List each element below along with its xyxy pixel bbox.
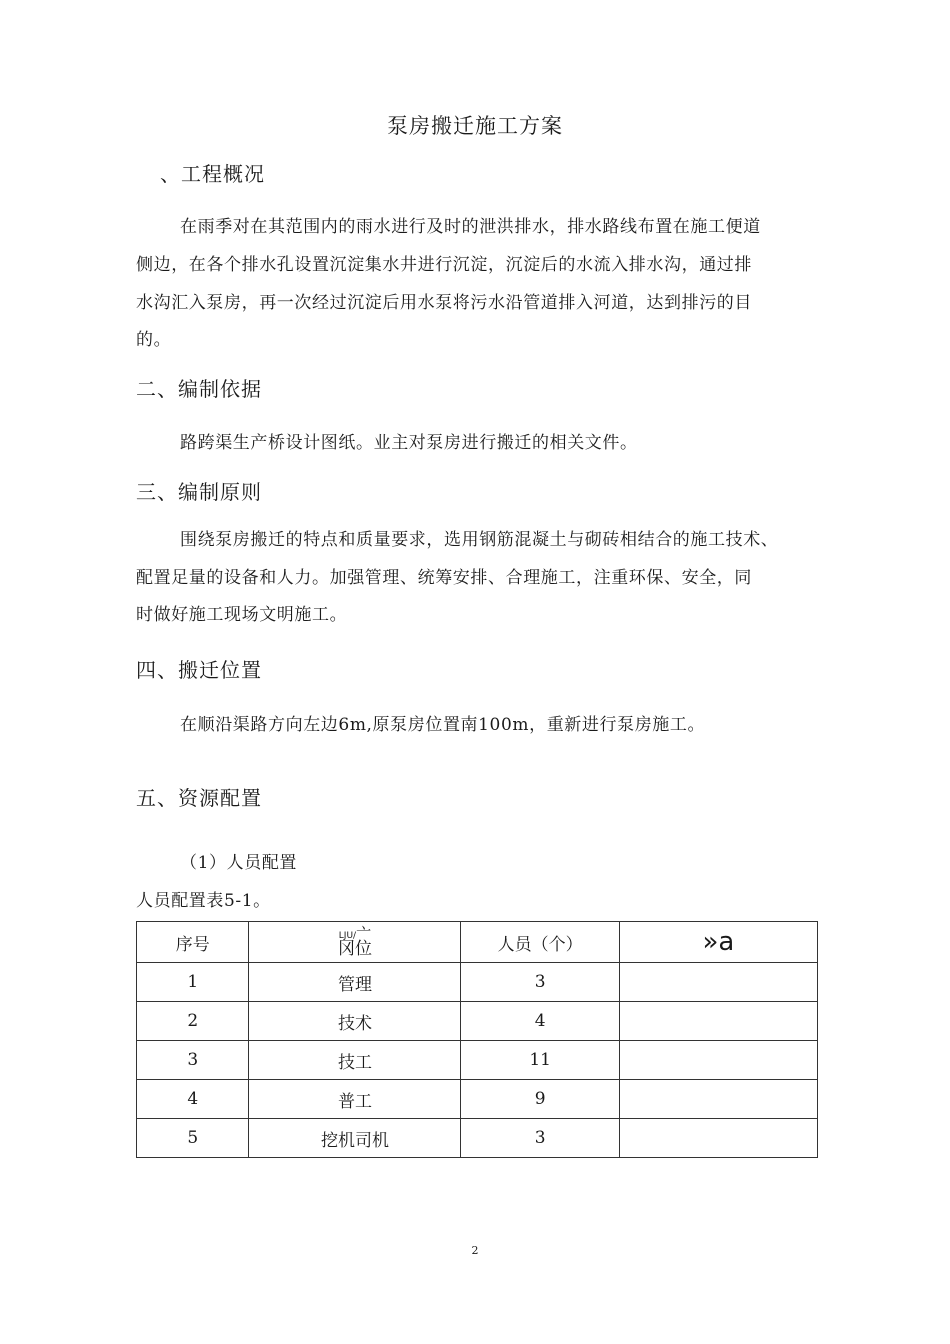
cell-count: 4 [461,1002,619,1041]
paragraph-line: 配置足量的设备和人力。加强管理、统筹安排、合理施工，注重环保、安全，同 [136,568,752,588]
header-position [249,922,461,963]
section-heading-principles: 三、编制原则 [136,480,262,504]
cell-index: 1 [137,963,249,1002]
cell-position: 普工 [249,1080,461,1119]
page-number: 2 [471,1244,479,1257]
section-heading-basis: 二、编制依据 [136,377,262,401]
paragraph-line: 在顺沿渠路方向左边6m,原泵房位置南100m，重新进行泵房施工。 [180,715,706,735]
header-count: 人员（个） [461,922,619,963]
paragraph-line: 在雨季对在其范围内的雨水进行及时的泄洪排水，排水路线布置在施工便道 [180,217,761,237]
section-heading-resources: 五、资源配置 [136,786,262,810]
paragraph-line: 水沟汇入泵房，再一次经过沉淀后用水泵将污水沿管道排入河道，达到排污的目 [136,293,752,313]
table-row [137,1119,818,1158]
paragraph-line: 围绕泵房搬迁的特点和质量要求，选用钢筋混凝土与砌砖相结合的施工技术、 [180,530,779,550]
table-header-row [137,922,818,963]
cell-position: 技术 [249,1002,461,1041]
cell-count: 11 [461,1041,619,1080]
cell-count: 9 [461,1080,619,1119]
cell-index: 4 [137,1080,249,1119]
cell-index: 2 [137,1002,249,1041]
cell-position: 挖机司机 [249,1119,461,1158]
header-index: 序号 [137,922,249,963]
cell-extra [619,963,817,1002]
table-row [137,1002,818,1041]
table-row [137,1041,818,1080]
staff-table [136,921,818,1158]
cell-index: 3 [137,1041,249,1080]
paragraph-line: 路跨渠生产桥设计图纸。业主对泵房进行搬迁的相关文件。 [180,433,638,453]
header-extra: »a [619,922,817,963]
cell-extra [619,1041,817,1080]
cell-extra [619,1080,817,1119]
paragraph-line: 侧边，在各个排水孔设置沉淀集水井进行沉淀，沉淀后的水流入排水沟，通过排 [136,255,752,275]
cell-index: 5 [137,1119,249,1158]
subsection-label: （1）人员配置 [180,853,298,873]
table-row [137,1080,818,1119]
cell-extra [619,1002,817,1041]
paragraph-line: 的。 [136,330,172,350]
cell-extra [619,1119,817,1158]
header-position-garbled: LJU/亠 冈位 [337,923,372,959]
table-caption: 人员配置表5-1。 [136,891,271,911]
cell-count: 3 [461,963,619,1002]
section-heading-location: 四、搬迁位置 [136,658,262,682]
table-row [137,963,818,1002]
cell-position: 技工 [249,1041,461,1080]
cell-count: 3 [461,1119,619,1158]
section-heading-overview: 、工程概况 [160,162,265,186]
document-title: 泵房搬迁施工方案 [387,114,563,138]
paragraph-line: 时做好施工现场文明施工。 [136,605,348,625]
cell-position: 管理 [249,963,461,1002]
